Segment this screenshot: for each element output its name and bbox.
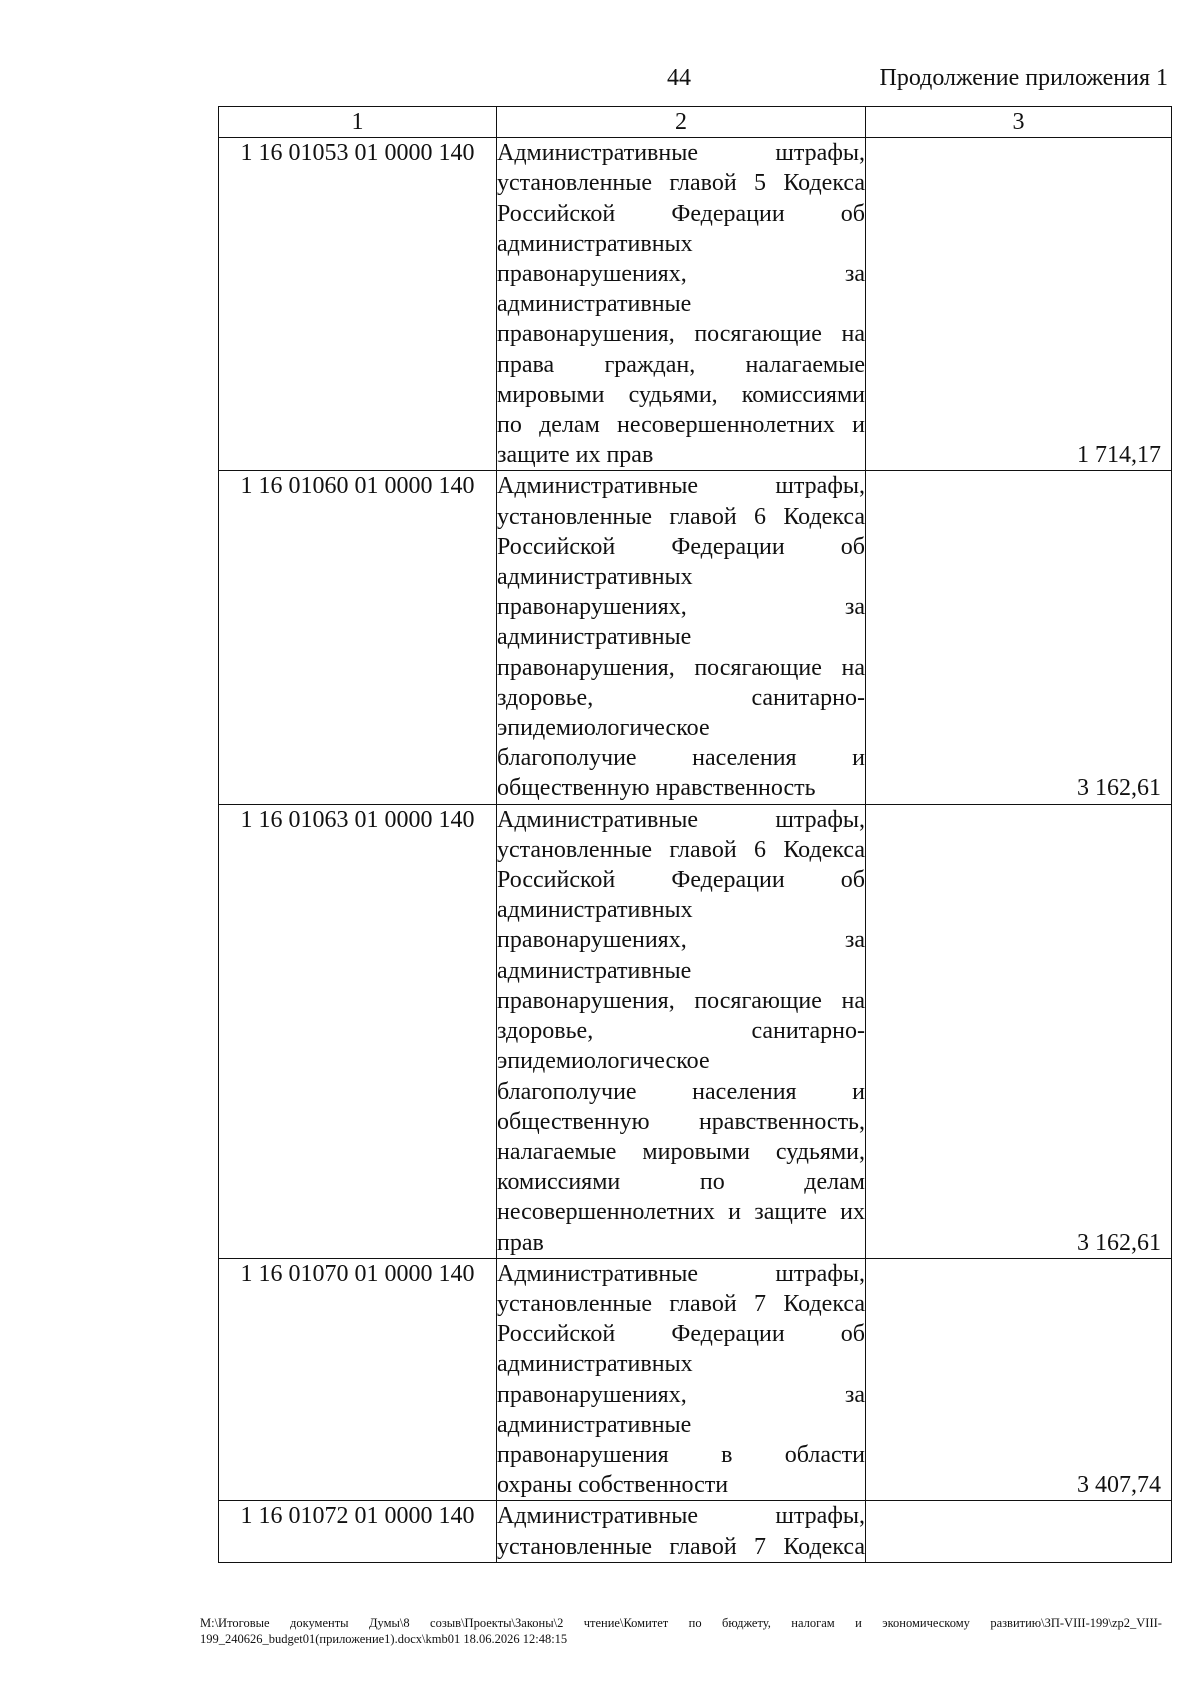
description-line: административные <box>497 291 692 318</box>
description-line: здоровье, санитарно- <box>497 684 865 711</box>
description-line: административные <box>497 624 692 651</box>
description-line: правонарушениях, за <box>497 1381 865 1408</box>
description-line: Административные штрафы, <box>497 140 865 167</box>
table-row <box>219 138 1172 471</box>
description-line: установленные главой 7 Кодекса <box>497 1533 865 1560</box>
description-line: благополучие населения и <box>497 745 865 772</box>
description-line: Российской Федерации об <box>497 867 865 894</box>
budget-code: 1 16 01060 01 0000 140 <box>219 471 497 804</box>
description-line: благополучие населения и <box>497 1078 865 1105</box>
amount: 3 162,61 <box>866 804 1172 1258</box>
amount <box>866 1501 1172 1562</box>
table-row <box>219 1258 1172 1501</box>
description-line: эпидемиологическое <box>497 1048 710 1075</box>
description-line: комиссиями по делам <box>497 1169 865 1196</box>
description-line: правонарушениях, за <box>497 927 865 954</box>
file-path-footer <box>200 1615 1162 1647</box>
column-number: 1 <box>219 107 497 138</box>
column-number: 2 <box>497 107 866 138</box>
description-line: защите их прав <box>497 442 654 469</box>
page-number: 44 <box>667 65 691 91</box>
description-line: Российской Федерации об <box>497 1321 865 1348</box>
description-line: налагаемые мировыми судьями, <box>497 1138 865 1165</box>
revenue-description <box>497 1501 866 1562</box>
description-line: правонарушения в области <box>497 1441 865 1468</box>
description-line: установленные главой 7 Кодекса <box>497 1290 865 1317</box>
budget-code: 1 16 01070 01 0000 140 <box>219 1258 497 1501</box>
description-line: Административные штрафы, <box>497 1503 865 1530</box>
table-row <box>219 471 1172 804</box>
description-line: установленные главой 6 Кодекса <box>497 836 865 863</box>
description-line: административных <box>497 1351 693 1378</box>
description-line: правонарушениях, за <box>497 261 865 288</box>
revenue-description <box>497 1258 866 1501</box>
description-line: общественную нравственность, <box>497 1108 865 1135</box>
continuation-label: Продолжение приложения 1 <box>879 65 1168 91</box>
description-line: Административные штрафы, <box>497 473 865 500</box>
description-line: прав <box>497 1229 544 1256</box>
description-line: по делам несовершеннолетних и <box>497 412 865 439</box>
description-line: несовершеннолетних и защите их <box>497 1199 865 1226</box>
amount: 1 714,17 <box>866 138 1172 471</box>
description-line: административные <box>497 957 692 984</box>
footer-path-line2: 199_240626_budget01(приложение1).docx\kmb01 18.06.2026 12:48:15 <box>200 1632 568 1646</box>
description-line: здоровье, санитарно- <box>497 1018 865 1045</box>
page-header <box>218 60 1170 100</box>
column-number: 3 <box>866 107 1172 138</box>
description-line: права граждан, налагаемые <box>497 351 865 378</box>
description-line: мировыми судьями, комиссиями <box>497 381 865 408</box>
description-line: установленные главой 5 Кодекса <box>497 170 865 197</box>
description-line: правонарушения, посягающие на <box>497 321 865 348</box>
description-line: эпидемиологическое <box>497 715 710 742</box>
table-row <box>219 804 1172 1258</box>
budget-table <box>218 106 1172 1563</box>
budget-code: 1 16 01053 01 0000 140 <box>219 138 497 471</box>
description-line: Российской Федерации об <box>497 200 865 227</box>
column-number-row <box>219 107 1172 138</box>
description-line: правонарушениях, за <box>497 594 865 621</box>
amount: 3 162,61 <box>866 471 1172 804</box>
budget-code: 1 16 01072 01 0000 140 <box>219 1501 497 1562</box>
description-line: общественную нравственность <box>497 775 816 802</box>
description-line: установленные главой 6 Кодекса <box>497 503 865 530</box>
footer-path-line1: M:\Итоговые документы Думы\8 созыв\Проекты\Законы\2 чтение\Комитет по бюджету, налогам и экономическому развитию\ЗП-VIII-199\zp2_VIII- <box>200 1616 1162 1630</box>
description-line: Административные штрафы, <box>497 1260 865 1287</box>
revenue-description <box>497 138 866 471</box>
description-line: правонарушения, посягающие на <box>497 654 865 681</box>
description-line: административные <box>497 1411 692 1438</box>
description-line: охраны собственности <box>497 1472 729 1499</box>
description-line: административных <box>497 230 693 257</box>
description-line: административных <box>497 564 693 591</box>
description-line: Административные штрафы, <box>497 806 865 833</box>
description-line: Российской Федерации об <box>497 533 865 560</box>
revenue-description <box>497 804 866 1258</box>
revenue-description <box>497 471 866 804</box>
description-line: правонарушения, посягающие на <box>497 987 865 1014</box>
amount: 3 407,74 <box>866 1258 1172 1501</box>
table-row <box>219 1501 1172 1562</box>
budget-code: 1 16 01063 01 0000 140 <box>219 804 497 1258</box>
description-line: административных <box>497 897 693 924</box>
